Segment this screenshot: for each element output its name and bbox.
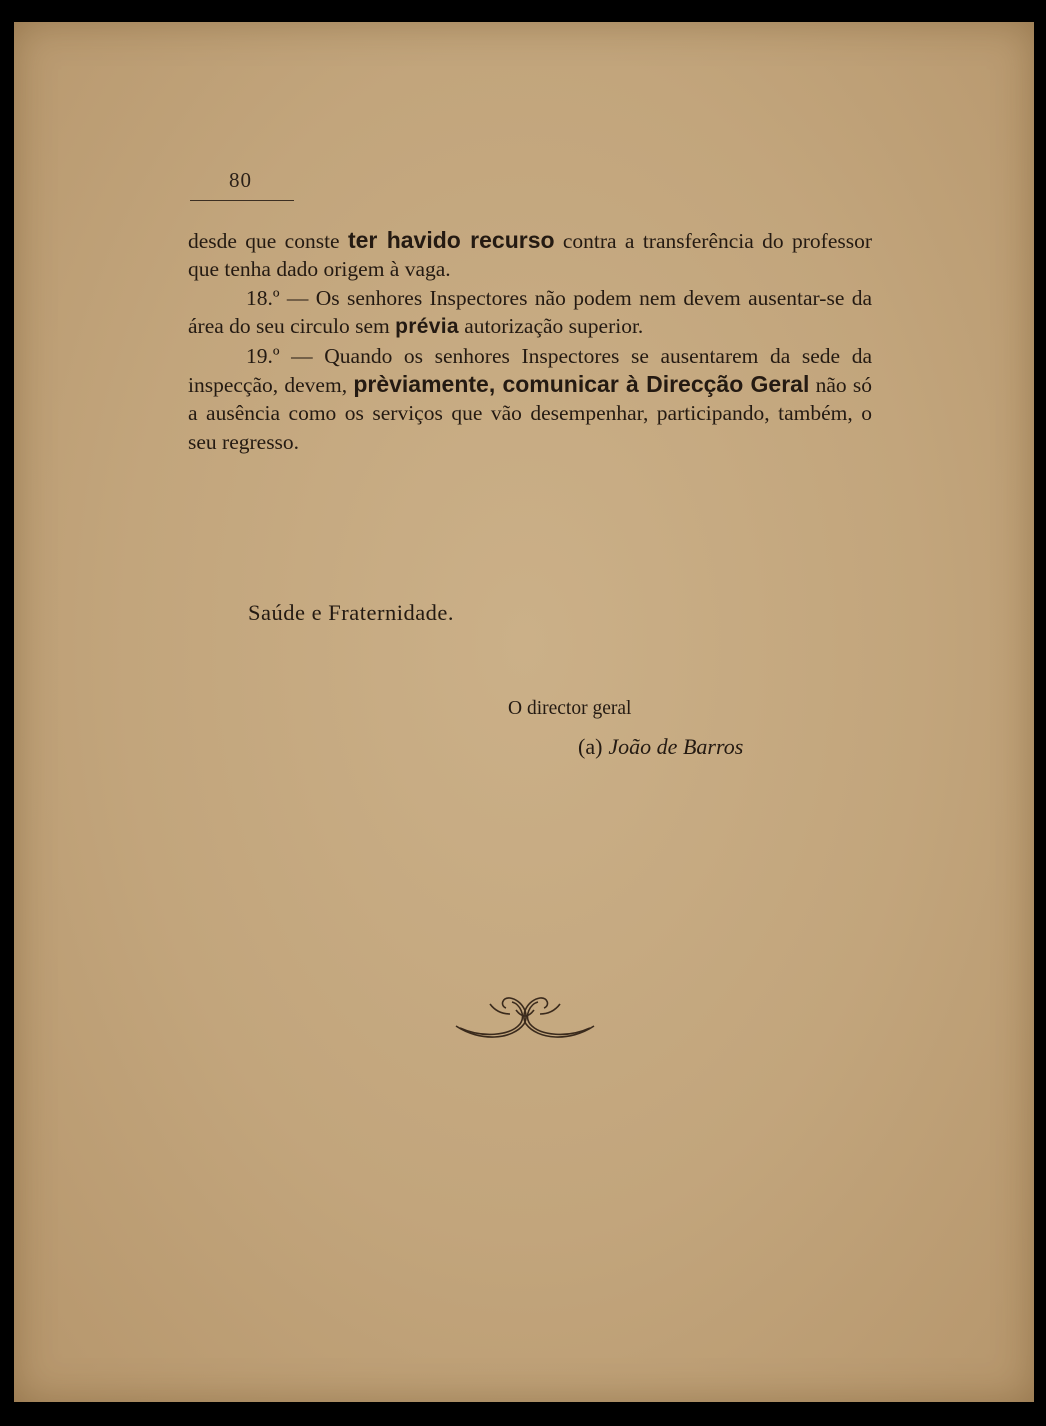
text-run: autorização superior. [458, 314, 644, 339]
document-page [14, 22, 1034, 1402]
bold-text-run: ter havido recurso [347, 227, 555, 253]
bold-text-run: prévia [395, 315, 459, 339]
signature-name: João de Barros [608, 734, 744, 759]
ornament-icon [450, 984, 600, 1046]
signature-prefix: (a) [578, 734, 603, 759]
director-title: O director geral [508, 698, 632, 719]
bold-text-run: prèviamente, comunicar à Direcção Geral [353, 371, 810, 398]
page-number: 80 [229, 168, 252, 192]
signature [578, 734, 743, 760]
paragraph-19 [188, 342, 872, 457]
text-run: 19.º — Quando os senhores Inspectores se ausentarem da sede da inspecção, devem, [188, 343, 872, 398]
salutation: Saúde e Fraternidade. [248, 600, 455, 625]
text-run: desde que conste [188, 229, 348, 253]
text-run: 18.º — Os senhores Inspectores não podem nem devem ausentar-se da área do seu circulo sem [188, 285, 872, 339]
body-text [188, 226, 872, 456]
paragraph-18 [188, 284, 872, 342]
paragraph-continuation [188, 226, 872, 284]
text-run: não só a ausência como os serviços que vão desempenhar, participando, também, o seu regresso. [188, 373, 872, 454]
text-run: contra a transferência do professor que tenha dado origem à vaga. [188, 229, 872, 282]
page-number-rule [190, 200, 294, 201]
